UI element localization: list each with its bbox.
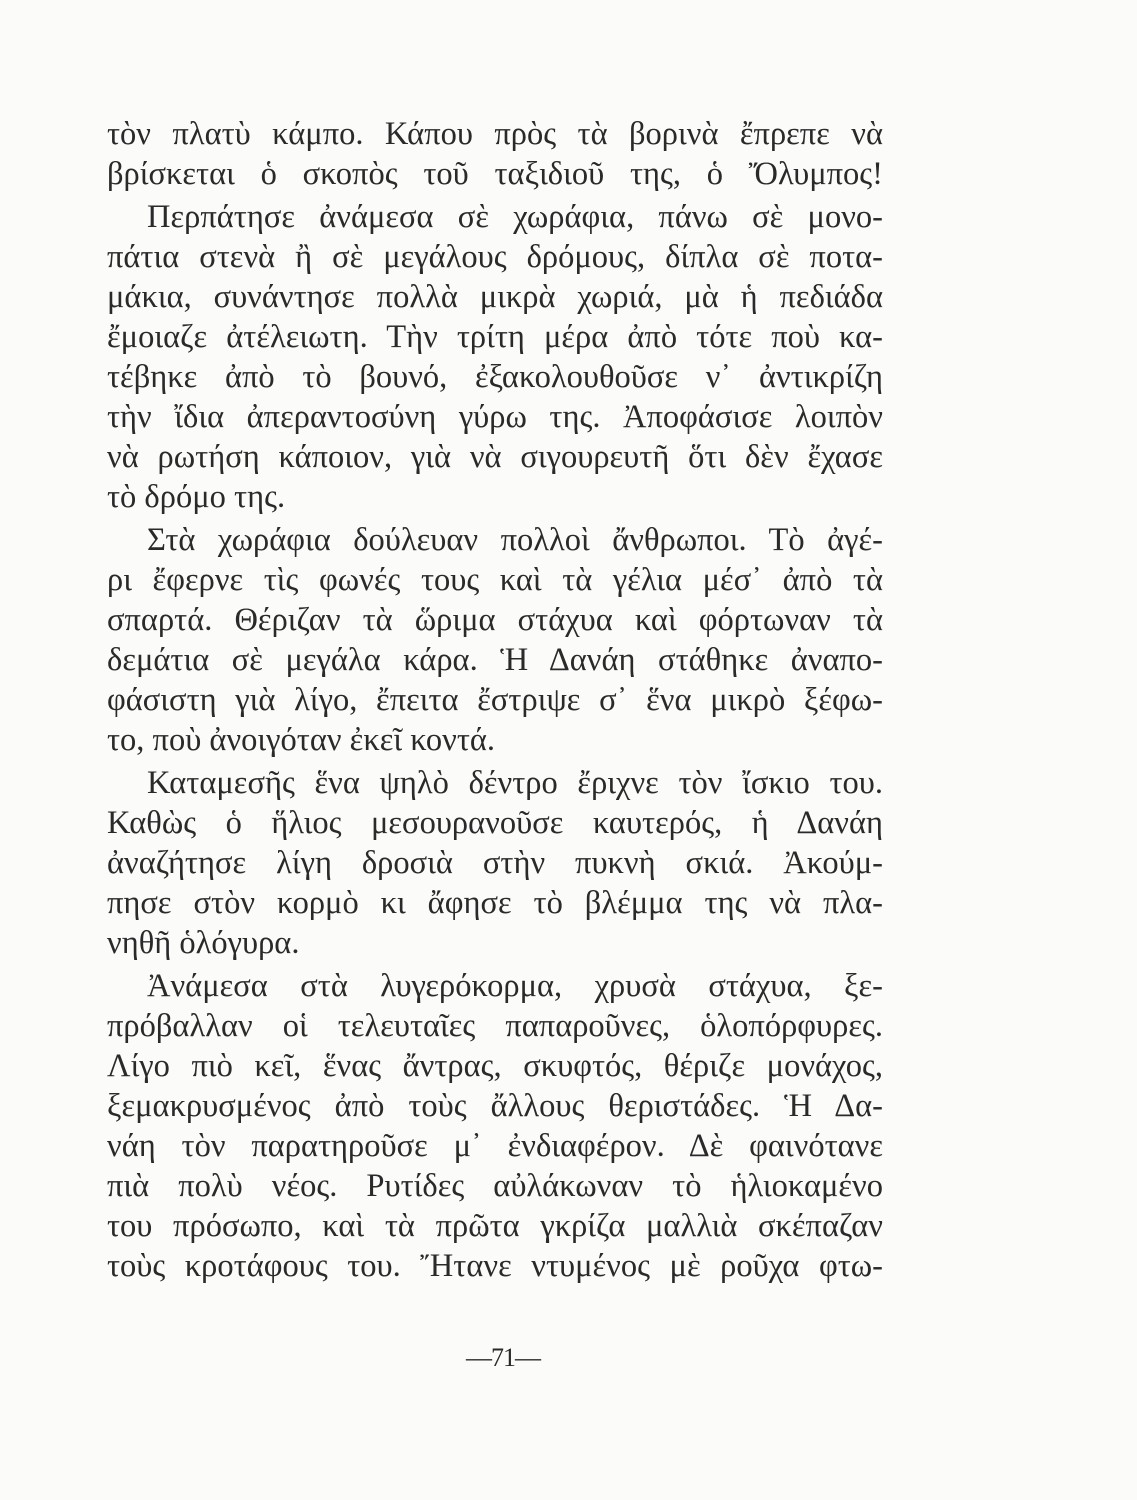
text-line: το, ποὺ ἀνοιγόταν ἐκεῖ κοντά.	[107, 722, 496, 758]
text-line: πρόβαλλαν οἱ τελευταῖες παπαροῦνες, ὁλοπόρφυρες.	[107, 1008, 883, 1044]
text-line: Στὰ χωράφια δούλευαν πολλοὶ ἄνθρωποι. Τὸ ἀγέ-	[147, 522, 883, 558]
text-line: ρι ἔφερνε τὶς φωνές τους καὶ τὰ γέλια μέσ᾽ ἀπὸ τὰ	[107, 562, 883, 598]
text-line: σπαρτά. Θέριζαν τὰ ὥριμα στάχυα καὶ φόρτωναν τὰ	[107, 602, 883, 638]
text-line: ξεμακρυσμένος ἀπὸ τοὺς ἄλλους θεριστάδες. Ἡ Δα-	[107, 1088, 883, 1124]
text-line: Καθὼς ὁ ἥλιος μεσουρανοῦσε καυτερός, ἡ Δανάη	[107, 805, 883, 841]
text-line: Περπάτησε ἀνάμεσα σὲ χωράφια, πάνω σὲ μονο-	[147, 199, 883, 235]
text-line: τοὺς κροτάφους του. Ἤτανε ντυμένος μὲ ροῦχα φτω-	[107, 1248, 883, 1284]
text-line: ἀναζήτησε λίγη δροσιὰ στὴν πυκνὴ σκιά. Ἀκούμ-	[107, 845, 883, 881]
text-line: πιὰ πολὺ νέος. Ρυτίδες αὐλάκωναν τὸ ἡλιοκαμένο	[107, 1168, 883, 1204]
text-line: νὰ ρωτήση κάποιον, γιὰ νὰ σιγουρευτῆ ὅτι δὲν ἔχασε	[107, 439, 883, 475]
text-line: τὴν ἴδια ἀπεραντοσύνη γύρω της. Ἀποφάσισε λοιπὸν	[107, 399, 883, 435]
text-line: πάτια στενὰ ἢ σὲ μεγάλους δρόμους, δίπλα σὲ ποτα-	[107, 239, 883, 275]
text-line: Καταμεσῆς ἕνα ψηλὸ δέντρο ἔριχνε τὸν ἴσκιο του.	[147, 765, 883, 801]
text-line: νάη τὸν παρατηροῦσε μ᾽ ἐνδιαφέρον. Δὲ φαινότανε	[107, 1128, 883, 1164]
text-line: πησε στὸν κορμὸ κι ἄφησε τὸ βλέμμα της νὰ πλα-	[107, 885, 883, 921]
text-line: τὸν πλατὺ κάμπο. Κάπου πρὸς τὰ βορινὰ ἔπρεπε νὰ	[107, 116, 883, 152]
text-line: φάσιστη γιὰ λίγο, ἔπειτα ἔστριψε σ᾽ ἕνα μικρὸ ξέφω-	[107, 682, 883, 718]
text-line: ἔμοιαζε ἀτέλειωτη. Τὴν τρίτη μέρα ἀπὸ τότε ποὺ κα-	[107, 319, 883, 355]
text-line: τέβηκε ἀπὸ τὸ βουνό, ἐξακολουθοῦσε ν᾽ ἀντικρίζη	[107, 359, 883, 395]
text-line: τὸ δρόμο της.	[107, 479, 286, 515]
page-number: —71—	[466, 1343, 540, 1372]
text-line: βρίσκεται ὁ σκοπὸς τοῦ ταξιδιοῦ της, ὁ Ὄλυμπος!	[107, 156, 883, 192]
text-line: νηθῆ ὁλόγυρα.	[107, 925, 300, 961]
text-line: Ἀνάμεσα στὰ λυγερόκορμα, χρυσὰ στάχυα, ξε-	[147, 968, 883, 1004]
text-line: του πρόσωπο, καὶ τὰ πρῶτα γκρίζα μαλλιὰ σκέπαζαν	[107, 1208, 883, 1244]
text-line: Λίγο πιὸ κεῖ, ἕνας ἄντρας, σκυφτός, θέριζε μονάχος,	[107, 1048, 883, 1084]
text-line: μάκια, συνάντησε πολλὰ μικρὰ χωριά, μὰ ἡ πεδιάδα	[107, 279, 883, 315]
text-line: δεμάτια σὲ μεγάλα κάρα. Ἡ Δανάη στάθηκε ἀναπο-	[107, 642, 883, 678]
